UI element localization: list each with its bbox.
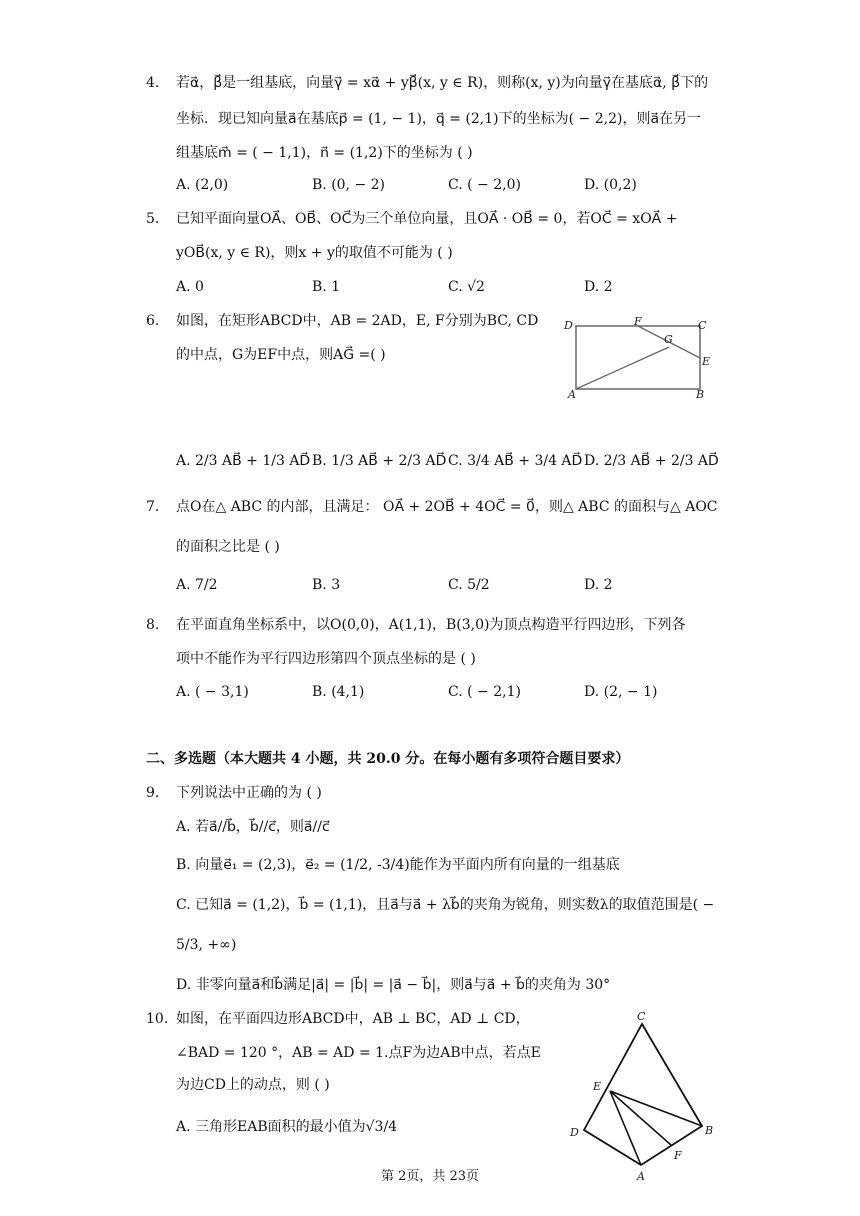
label-g: G bbox=[664, 333, 673, 346]
question-10-line-3: 为边CD上的动点，则 ( ) bbox=[176, 1077, 330, 1093]
question-4-option-a[interactable]: A. (2,0) bbox=[176, 177, 229, 193]
question-8-option-c[interactable]: C. ( − 2,1) bbox=[448, 684, 521, 700]
question-7-option-b[interactable]: B. 3 bbox=[312, 577, 341, 593]
section-2-heading: 二、多选题（本大题共 4 小题，共 20.0 分。在每小题有多项符合题目要求） bbox=[146, 751, 630, 767]
question-5-option-d[interactable]: D. 2 bbox=[584, 279, 613, 295]
label-c: C bbox=[698, 319, 707, 332]
question-4-number: 4. bbox=[146, 75, 160, 91]
question-10-line-2: ∠BAD = 120 °，AB = AD = 1.点F为边AB中点，若点E bbox=[176, 1045, 541, 1061]
question-6-option-c[interactable]: C. 3/4 AB⃗ + 3/4 AD⃗ bbox=[448, 453, 583, 469]
question-8-option-d[interactable]: D. (2, − 1) bbox=[584, 684, 658, 700]
question-7-option-c[interactable]: C. 5/2 bbox=[448, 577, 490, 593]
question-4-option-d[interactable]: D. (0,2) bbox=[584, 177, 637, 193]
question-5-number: 5. bbox=[146, 211, 160, 227]
rectangle-abcd-figure bbox=[560, 314, 720, 404]
question-10-line-1: 如图，在平面四边形ABCD中，AB ⊥ BC，AD ⊥ CD， bbox=[176, 1011, 530, 1027]
question-6-line-1: 如图，在矩形ABCD中，AB = 2AD，E, F分别为BC, CD bbox=[176, 313, 539, 329]
label-e: E bbox=[702, 355, 711, 368]
question-7-option-d[interactable]: D. 2 bbox=[584, 577, 613, 593]
question-8-line-2: 项中不能作为平行四边形第四个顶点坐标的是 ( ) bbox=[176, 651, 476, 667]
question-7-line-2: 的面积之比是 ( ) bbox=[176, 539, 280, 555]
label-e: E bbox=[593, 1080, 602, 1093]
question-5-option-b[interactable]: B. 1 bbox=[312, 279, 341, 295]
label-b: B bbox=[705, 1124, 714, 1137]
question-8-line-1: 在平面直角坐标系中，以O(0,0)，A(1,1)，B(3,0)为顶点构造平行四边形，下列各 bbox=[176, 617, 686, 633]
question-6-option-a[interactable]: A. 2/3 AB⃗ + 1/3 AD⃗ bbox=[176, 453, 311, 469]
label-d: D bbox=[570, 1126, 579, 1139]
question-7-number: 7. bbox=[146, 499, 160, 515]
question-9-option-c-line-1[interactable]: C. 已知a⃗ = (1,2)，b⃗ = (1,1)，且a⃗与a⃗ + λb⃗的夹角为锐角，则实数λ的取值范围是( − bbox=[176, 897, 715, 913]
question-10-option-a[interactable]: A. 三角形EAB面积的最小值为√3/4 bbox=[176, 1119, 398, 1135]
question-6-option-d[interactable]: D. 2/3 AB⃗ + 2/3 AD⃗ bbox=[584, 453, 719, 469]
question-5-option-a[interactable]: A. 0 bbox=[176, 279, 204, 295]
question-9-option-b[interactable]: B. 向量e⃗₁ = (2,3)，e⃗₂ = (1/2, -3/4)能作为平面内所有向量的一组基底 bbox=[176, 857, 620, 873]
label-b: B bbox=[696, 388, 705, 401]
question-9-option-a[interactable]: A. 若a⃗//b⃗，b⃗//c⃗，则a⃗//c⃗ bbox=[176, 819, 330, 835]
question-6-number: 6. bbox=[146, 313, 160, 329]
question-4-line-2: 坐标．现已知向量a⃗在基底p⃗ = (1, − 1)，q⃗ = (2,1)下的坐标为( − 2,2)，则a⃗在另一 bbox=[176, 111, 702, 127]
question-7-line-1: 点O在△ ABC 的内部，且满足： OA⃗ + 2OB⃗ + 4OC⃗ = 0⃗，则△ ABC 的面积与△ AOC bbox=[176, 499, 718, 515]
page-footer: 第 2页，共 23页 bbox=[380, 1169, 480, 1184]
question-7-option-a[interactable]: A. 7/2 bbox=[176, 577, 218, 593]
question-9-option-c-line-2: 5/3, +∞) bbox=[176, 937, 237, 953]
label-a: A bbox=[568, 388, 576, 401]
question-5-line-1: 已知平面向量OA⃗、OB⃗、OC⃗为三个单位向量，且OA⃗ · OB⃗ = 0，若OC⃗ = xOA⃗ + bbox=[176, 211, 678, 227]
quadrilateral-abcd-figure bbox=[560, 1008, 730, 1188]
question-6-line-2: 的中点，G为EF中点，则AG⃗ =( ) bbox=[176, 347, 386, 363]
question-8-number: 8. bbox=[146, 617, 160, 633]
question-5-line-2: yOB⃗(x, y ∈ R)，则x + y的取值不可能为 ( ) bbox=[176, 245, 453, 261]
label-f: F bbox=[634, 315, 642, 328]
question-4-option-c[interactable]: C. ( − 2,0) bbox=[448, 177, 521, 193]
question-5-option-c[interactable]: C. √2 bbox=[448, 279, 485, 295]
question-10-number: 10. bbox=[146, 1011, 169, 1027]
label-c: C bbox=[637, 1010, 646, 1023]
question-4-line-1: 若α⃗，β⃗是一组基底，向量γ⃗ = xα⃗ + yβ⃗(x, y ∈ R)，则称(x, y)为向量γ⃗在基底α⃗, β⃗下的 bbox=[176, 75, 709, 91]
question-6-option-b[interactable]: B. 1/3 AB⃗ + 2/3 AD⃗ bbox=[312, 453, 447, 469]
question-9-stem: 下列说法中正确的为 ( ) bbox=[176, 785, 322, 801]
question-9-number: 9. bbox=[146, 785, 160, 801]
question-8-option-b[interactable]: B. (4,1) bbox=[312, 684, 365, 700]
question-4-line-3: 组基底m⃗ = ( − 1,1)，n⃗ = (1,2)下的坐标为 ( ) bbox=[176, 145, 473, 161]
question-9-option-d[interactable]: D. 非零向量a⃗和b⃗满足|a⃗| = |b⃗| = |a⃗ − b⃗|，则a⃗与a⃗ + b⃗的夹角为 30° bbox=[176, 977, 611, 993]
question-8-option-a[interactable]: A. ( − 3,1) bbox=[176, 684, 249, 700]
question-4-option-b[interactable]: B. (0, − 2) bbox=[312, 177, 386, 193]
label-d: D bbox=[564, 319, 573, 332]
label-a: A bbox=[637, 1170, 645, 1183]
label-f: F bbox=[674, 1149, 682, 1162]
